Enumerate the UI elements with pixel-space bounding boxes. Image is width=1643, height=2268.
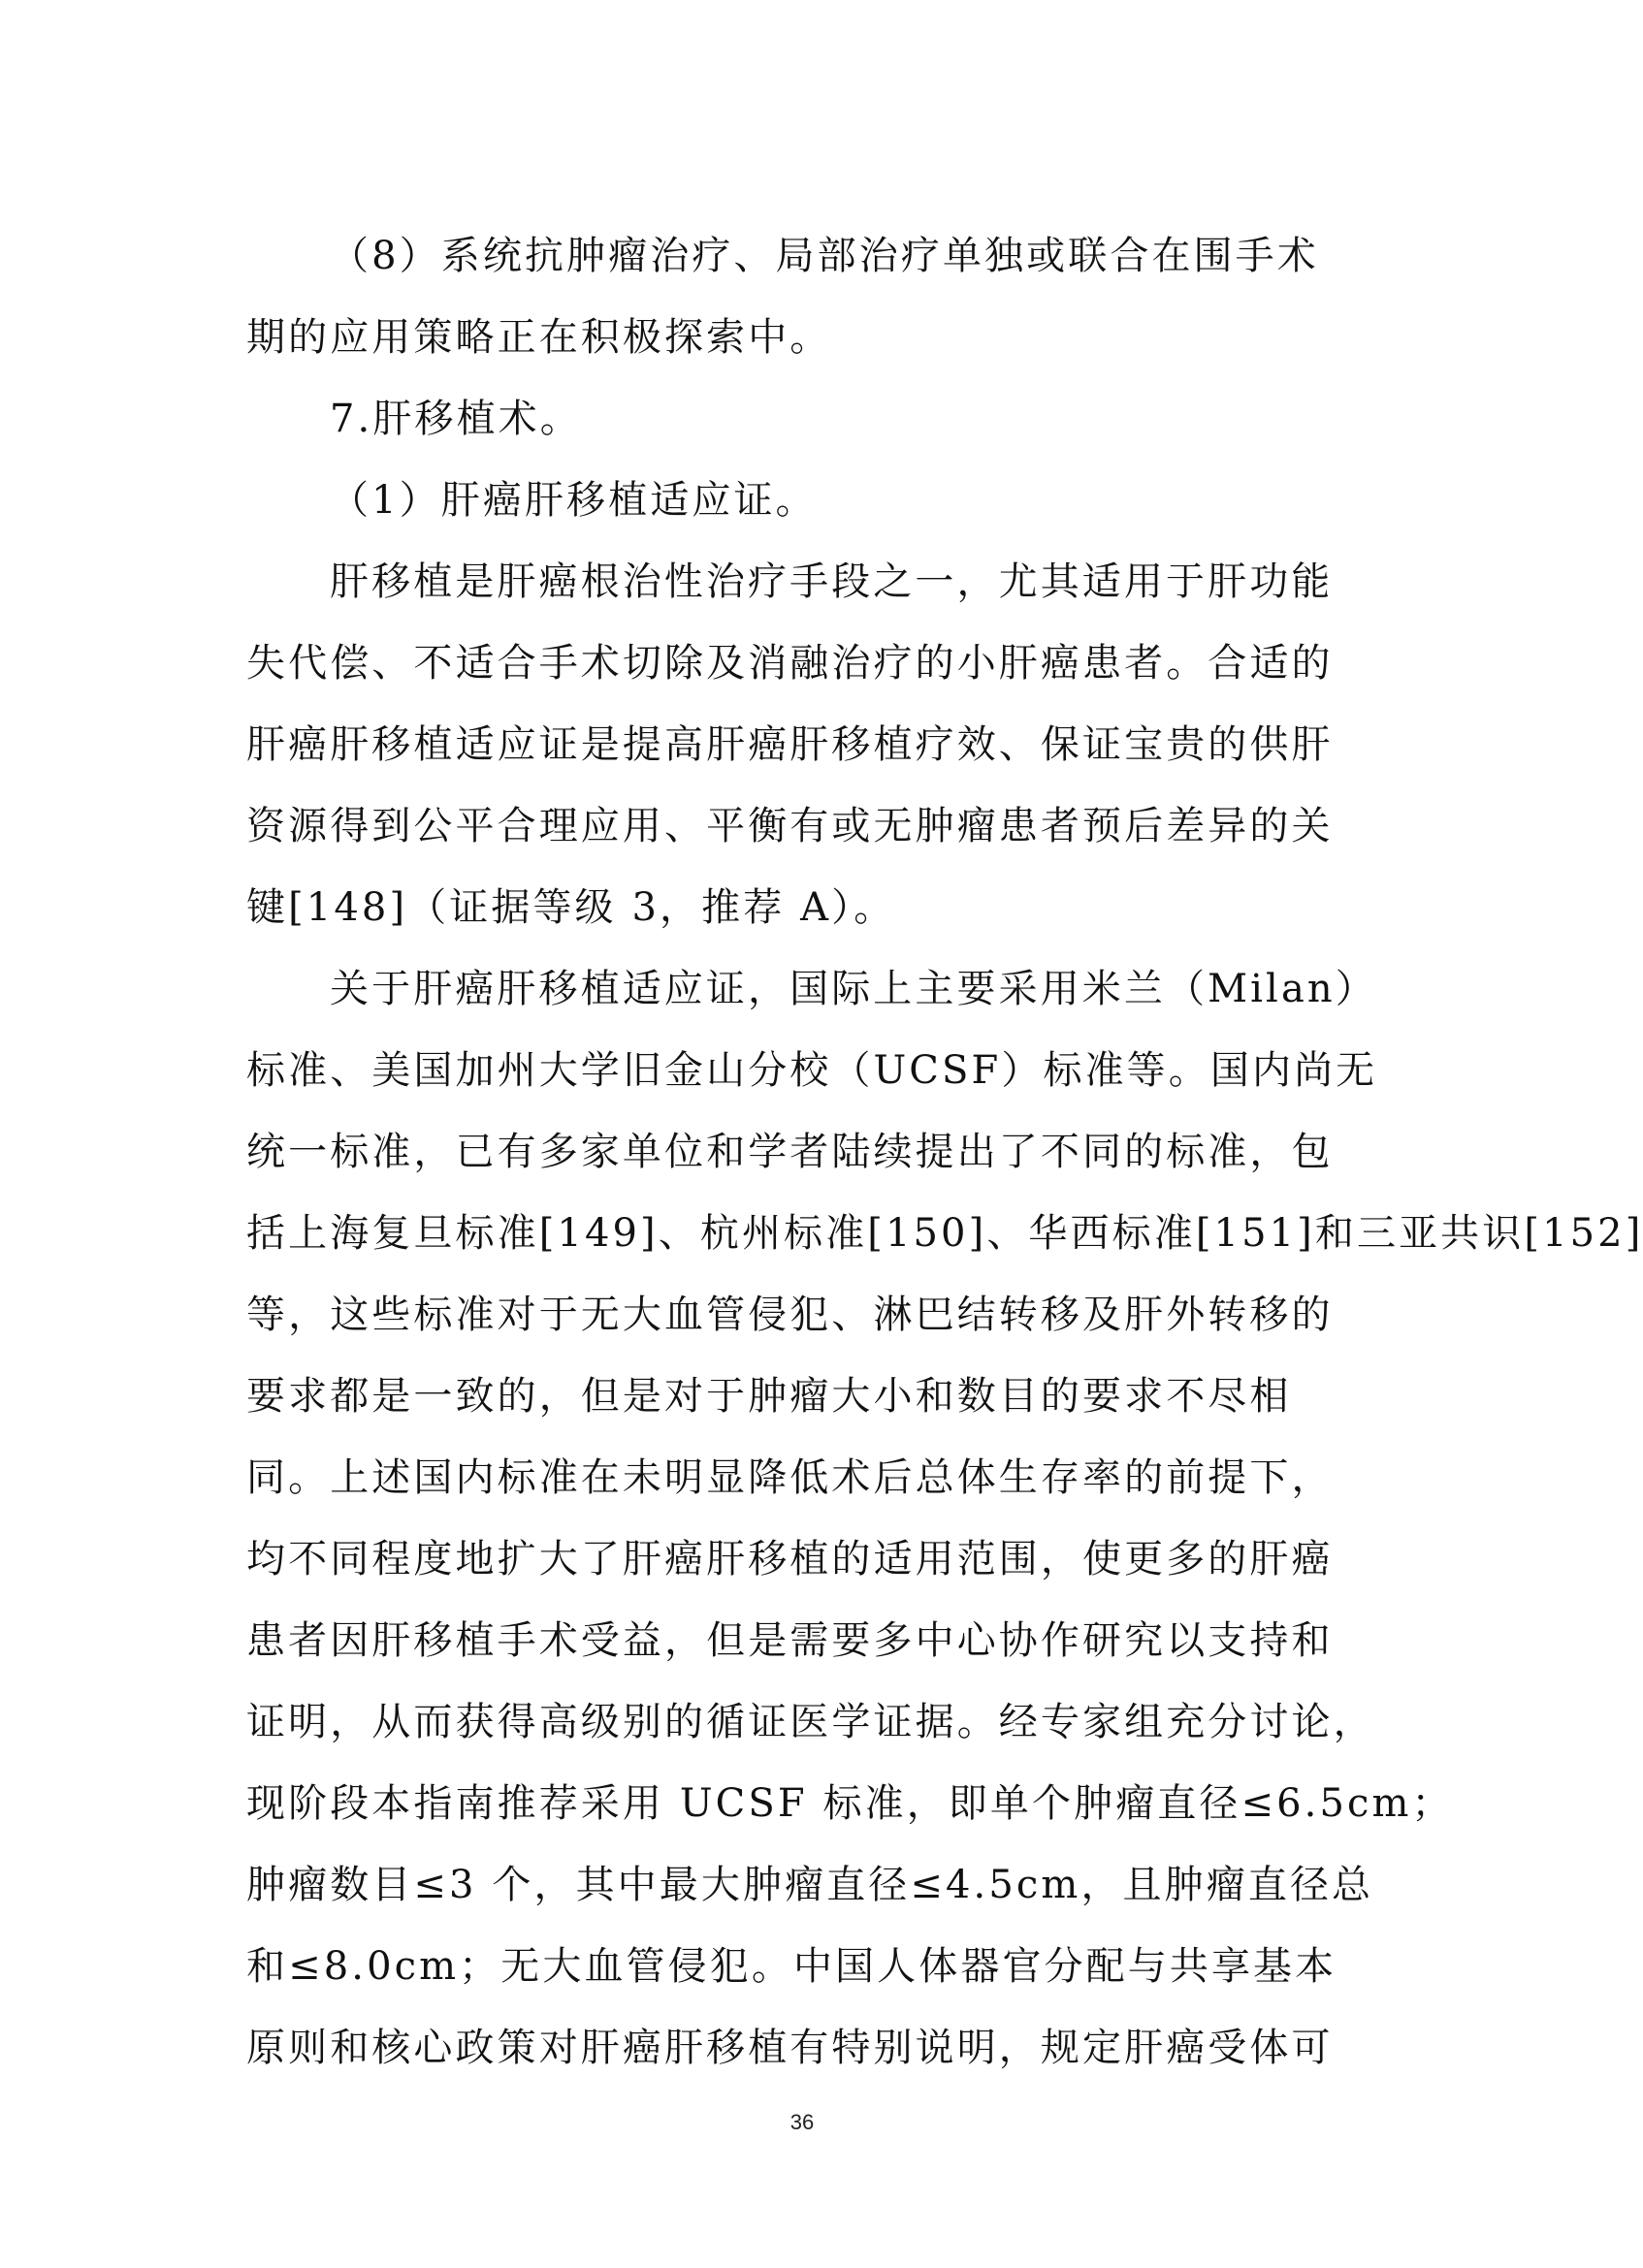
text-line: 现阶段本指南推荐采用 UCSF 标准，即单个肿瘤直径≤6.5cm； <box>246 1781 1454 1826</box>
text-line: 失代偿、不适合手术切除及消融治疗的小肝癌患者。合适的 <box>246 641 1334 686</box>
subsection-heading: （1）肝癌肝移植适应证。 <box>330 478 818 523</box>
text-line: 肝癌肝移植适应证是提高肝癌肝移植疗效、保证宝贵的供肝 <box>246 722 1334 767</box>
text-line: 等，这些标准对于无大血管侵犯、淋巴结转移及肝外转移的 <box>246 1293 1334 1337</box>
text-line: 要求都是一致的，但是对于肿瘤大小和数目的要求不尽相 <box>246 1374 1292 1419</box>
text-line: 和≤8.0cm；无大血管侵犯。中国人体器官分配与共享基本 <box>246 1944 1337 1989</box>
section-heading: 7.肝移植术。 <box>330 397 582 441</box>
text-line: 原则和核心政策对肝癌肝移植有特别说明，规定肝癌受体可 <box>246 2026 1334 2070</box>
page-number: 36 <box>789 2110 815 2134</box>
text-line: 关于肝癌肝移植适应证，国际上主要采用米兰（Milan） <box>330 967 1377 1011</box>
text-line: 标准、美国加州大学旧金山分校（UCSF）标准等。国内尚无 <box>246 1048 1378 1093</box>
text-line: 资源得到公平合理应用、平衡有或无肿瘤患者预后差异的关 <box>246 804 1334 848</box>
text-line: 证明，从而获得高级别的循证医学证据。经专家组充分讨论， <box>246 1700 1375 1744</box>
text-line: 统一标准，已有多家单位和学者陆续提出了不同的标准，包 <box>246 1130 1334 1174</box>
text-line: 同。上述国内标准在未明显降低术后总体生存率的前提下， <box>246 1455 1334 1500</box>
text-line: 肿瘤数目≤3 个，其中最大肿瘤直径≤4.5cm，且肿瘤直径总 <box>246 1863 1374 1907</box>
body-text <box>246 215 1643 2089</box>
text-line: 键[148]（证据等级 3，推荐 A）。 <box>246 885 896 930</box>
text-line: （8）系统抗肿瘤治疗、局部治疗单独或联合在围手术 <box>330 234 1319 278</box>
text-line: 均不同程度地扩大了肝癌肝移植的适用范围，使更多的肝癌 <box>246 1537 1334 1581</box>
text-line: 肝移植是肝癌根治性治疗手段之一，尤其适用于肝功能 <box>330 559 1334 604</box>
text-line: 括上海复旦标准[149]、杭州标准[150]、华西标准[151]和三亚共识[152] <box>246 1211 1643 1256</box>
text-line: 期的应用策略正在积极探索中。 <box>246 315 832 360</box>
text-line: 患者因肝移植手术受益，但是需要多中心协作研究以支持和 <box>246 1618 1334 1663</box>
